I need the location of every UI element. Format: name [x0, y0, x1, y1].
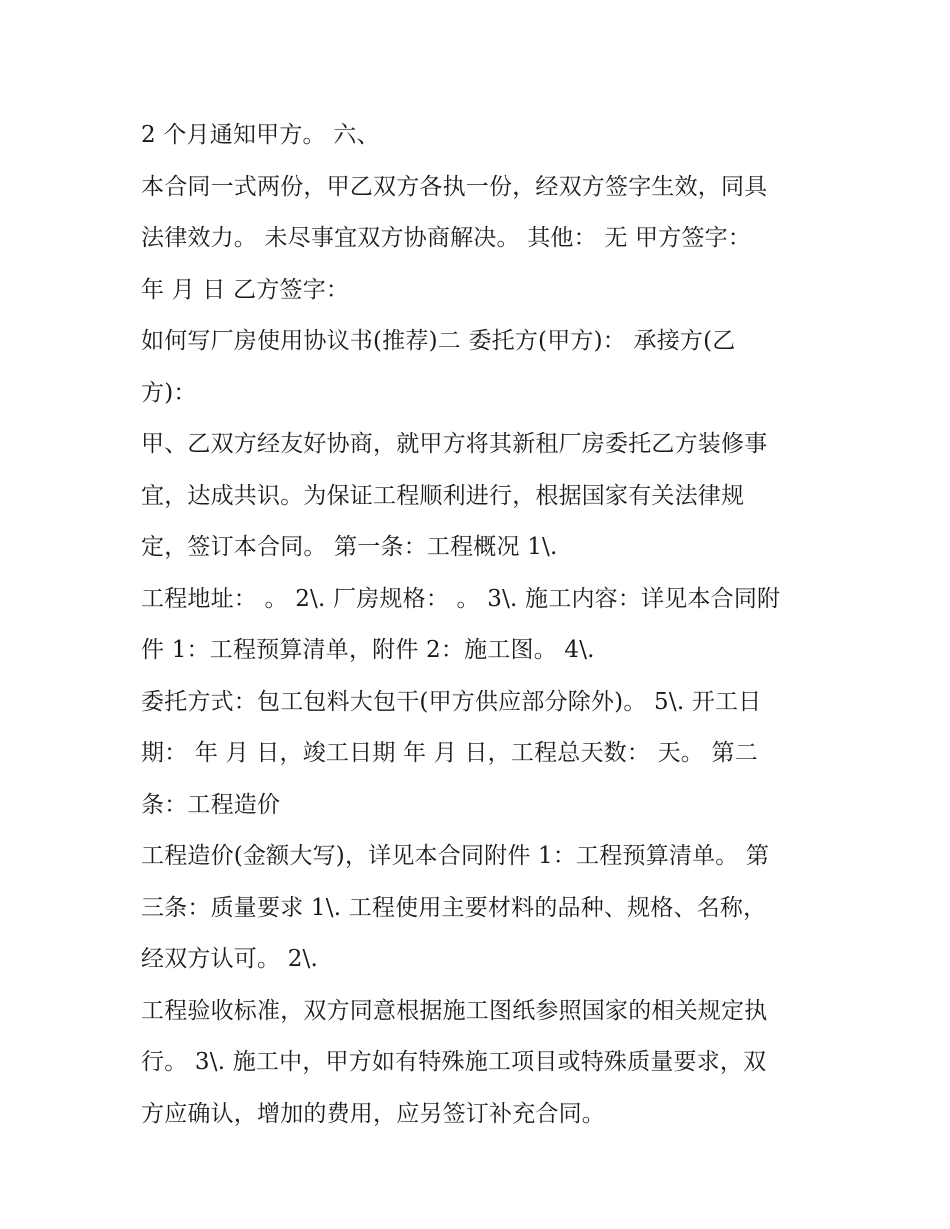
text-line: 工程验收标准，双方同意根据施工图纸参照国家的相关规定执 — [141, 997, 768, 1024]
text-line: 宜，达成共识。为保证工程顺利进行，根据国家有关法律规 — [141, 482, 745, 509]
text-line: 2 个月通知甲方。 六、 — [141, 122, 380, 148]
text-line: 本合同一式两份，甲乙双方各执一份，经双方签字生效，同具 — [141, 173, 768, 200]
text-line: 定，签订本合同。 第一条：工程概况 1\. — [141, 534, 558, 560]
text-line: 行。 3\. 施工中，甲方如有特殊施工项目或特殊质量要求，双 — [141, 1049, 767, 1075]
text-line: 条：工程造价 — [141, 791, 281, 818]
text-line: 件 1：工程预算清单，附件 2：施工图。 4\. — [141, 637, 595, 663]
document-body — [141, 110, 831, 1140]
text-line: 如何写厂房使用协议书(推荐)二 委托方(甲方)： 承接方(乙 — [141, 328, 736, 354]
text-line: 方)： — [141, 379, 197, 406]
text-line: 工程地址： 。 2\. 厂房规格： 。 3\. 施工内容：详见本合同附 — [141, 585, 781, 612]
text-line: 三条：质量要求 1\. 工程使用主要材料的品种、规格、名称， — [141, 894, 767, 921]
text-line: 方应确认，增加的费用，应另签订补充合同。 — [141, 1100, 605, 1127]
text-line: 经双方认可。 2\. — [141, 946, 319, 972]
text-line: 期： 年 月 日，竣工日期 年 月 日，工程总天数： 天。 第二 — [141, 740, 758, 766]
text-line: 法律效力。 未尽事宜双方协商解决。 其他： 无 甲方签字： — [141, 225, 752, 251]
text-line: 委托方式：包工包料大包干(甲方供应部分除外)。 5\. 开工日 — [141, 688, 762, 715]
text-line: 甲、乙双方经友好协商，就甲方将其新租厂房委托乙方装修事 — [141, 431, 768, 457]
text-line: 年 月 日 乙方签字： — [141, 276, 350, 303]
text-line: 工程造价(金额大写)，详见本合同附件 1：工程预算清单。 第 — [141, 843, 770, 869]
